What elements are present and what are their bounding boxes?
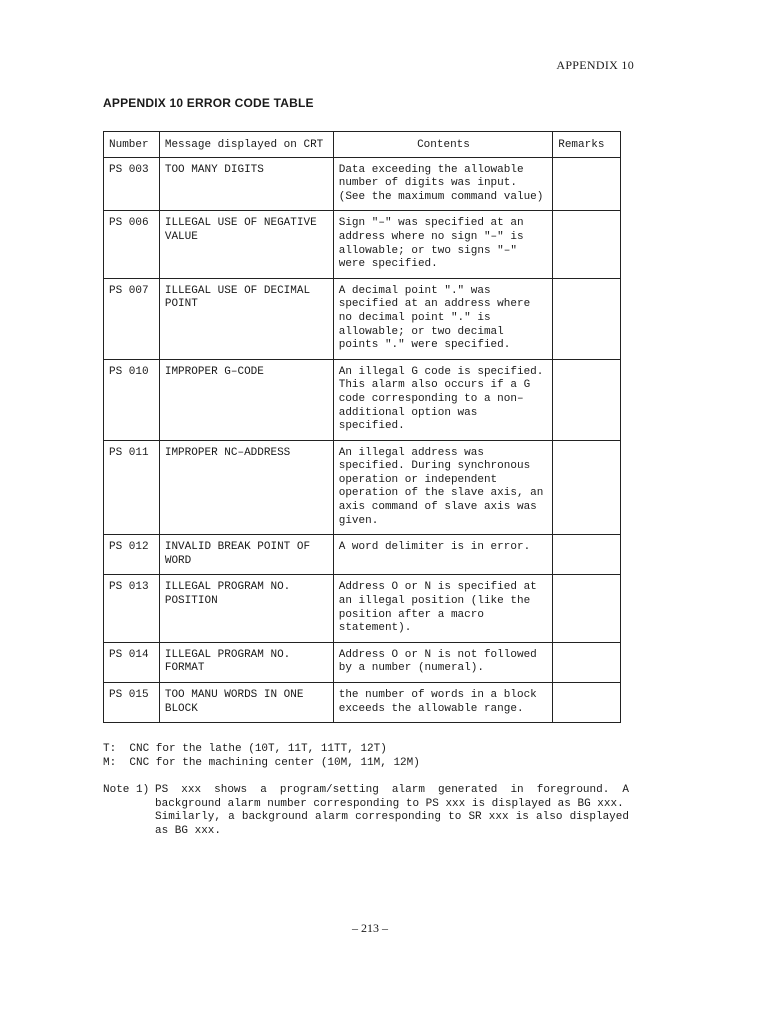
note-label: Note 1): [103, 784, 150, 796]
error-remarks: [553, 440, 621, 535]
error-remarks: [553, 211, 621, 278]
error-message: TOO MANU WORDS IN ONE BLOCK: [159, 683, 333, 723]
error-remarks: [553, 683, 621, 723]
table-row: [104, 440, 621, 535]
header-message: Message displayed on CRT: [159, 132, 333, 158]
error-contents: A word delimiter is in error.: [333, 535, 552, 575]
error-contents: Address O or N is not followed by a number (numeral).: [333, 642, 552, 682]
error-remarks: [553, 278, 621, 359]
error-number: PS 006: [104, 211, 160, 278]
error-contents: Data exceeding the allowable number of digits was input. (See the maximum command value): [333, 157, 552, 211]
error-number: PS 013: [104, 575, 160, 642]
error-message: ILLEGAL PROGRAM NO. FORMAT: [159, 642, 333, 682]
error-number: PS 012: [104, 535, 160, 575]
document-title: APPENDIX 10 ERROR CODE TABLE: [103, 96, 314, 110]
table-row: [104, 359, 621, 440]
legend-lathe: T: CNC for the lathe (10T, 11T, 11TT, 12T): [103, 743, 387, 755]
error-contents: the number of words in a block exceeds the allowable range.: [333, 683, 552, 723]
error-number: PS 014: [104, 642, 160, 682]
legend: [103, 743, 420, 770]
header-number: Number: [104, 132, 160, 158]
error-number: PS 015: [104, 683, 160, 723]
footnote: [103, 784, 629, 838]
error-number: PS 011: [104, 440, 160, 535]
table-row: [104, 278, 621, 359]
error-remarks: [553, 642, 621, 682]
table-row: [104, 211, 621, 278]
table-row: [104, 535, 621, 575]
error-remarks: [553, 535, 621, 575]
error-message: TOO MANY DIGITS: [159, 157, 333, 211]
error-contents: Address O or N is specified at an illegal position (like the position after a macro statement).: [333, 575, 552, 642]
page-number: – 213 –: [352, 921, 388, 935]
error-number: PS 007: [104, 278, 160, 359]
error-remarks: [553, 157, 621, 211]
error-remarks: [553, 575, 621, 642]
note-paragraph: PS xxx shows a program/setting alarm generated in foreground. A background alarm number corresponding to PS xxx is displayed as BG xxx.: [155, 784, 629, 810]
error-code-table: [103, 131, 621, 723]
table-row: [104, 157, 621, 211]
error-number: PS 003: [104, 157, 160, 211]
error-message: IMPROPER G–CODE: [159, 359, 333, 440]
note-body: [155, 784, 629, 838]
header-remarks: Remarks: [553, 132, 621, 158]
legend-machining-center: M: CNC for the machining center (10M, 11M, 12M): [103, 756, 420, 769]
error-message: IMPROPER NC–ADDRESS: [159, 440, 333, 535]
error-message: ILLEGAL PROGRAM NO. POSITION: [159, 575, 333, 642]
error-contents: Sign "–" was specified at an address where no sign "–" is allowable; or two signs "–" were specified.: [333, 211, 552, 278]
error-remarks: [553, 359, 621, 440]
error-message: ILLEGAL USE OF DECIMAL POINT: [159, 278, 333, 359]
error-message: ILLEGAL USE OF NEGATIVE VALUE: [159, 211, 333, 278]
table-row: [104, 642, 621, 682]
header-contents: Contents: [333, 132, 552, 158]
page-header: APPENDIX 10: [556, 58, 634, 72]
table-row: [104, 575, 621, 642]
error-message: INVALID BREAK POINT OF WORD: [159, 535, 333, 575]
table-row: [104, 683, 621, 723]
error-contents: An illegal G code is specified. This alarm also occurs if a G code corresponding to a non–additional option was specified.: [333, 359, 552, 440]
error-number: PS 010: [104, 359, 160, 440]
table-header-row: [104, 132, 621, 158]
error-contents: An illegal address was specified. During synchronous operation or independent operation of the slave axis, an axis command of slave axis was given.: [333, 440, 552, 535]
error-contents: A decimal point "." was specified at an address where no decimal point "." is allowable; or two decimal points "." were specified.: [333, 278, 552, 359]
note-paragraph: Similarly, a background alarm corresponding to SR xxx is also displayed as BG xxx.: [155, 811, 629, 837]
